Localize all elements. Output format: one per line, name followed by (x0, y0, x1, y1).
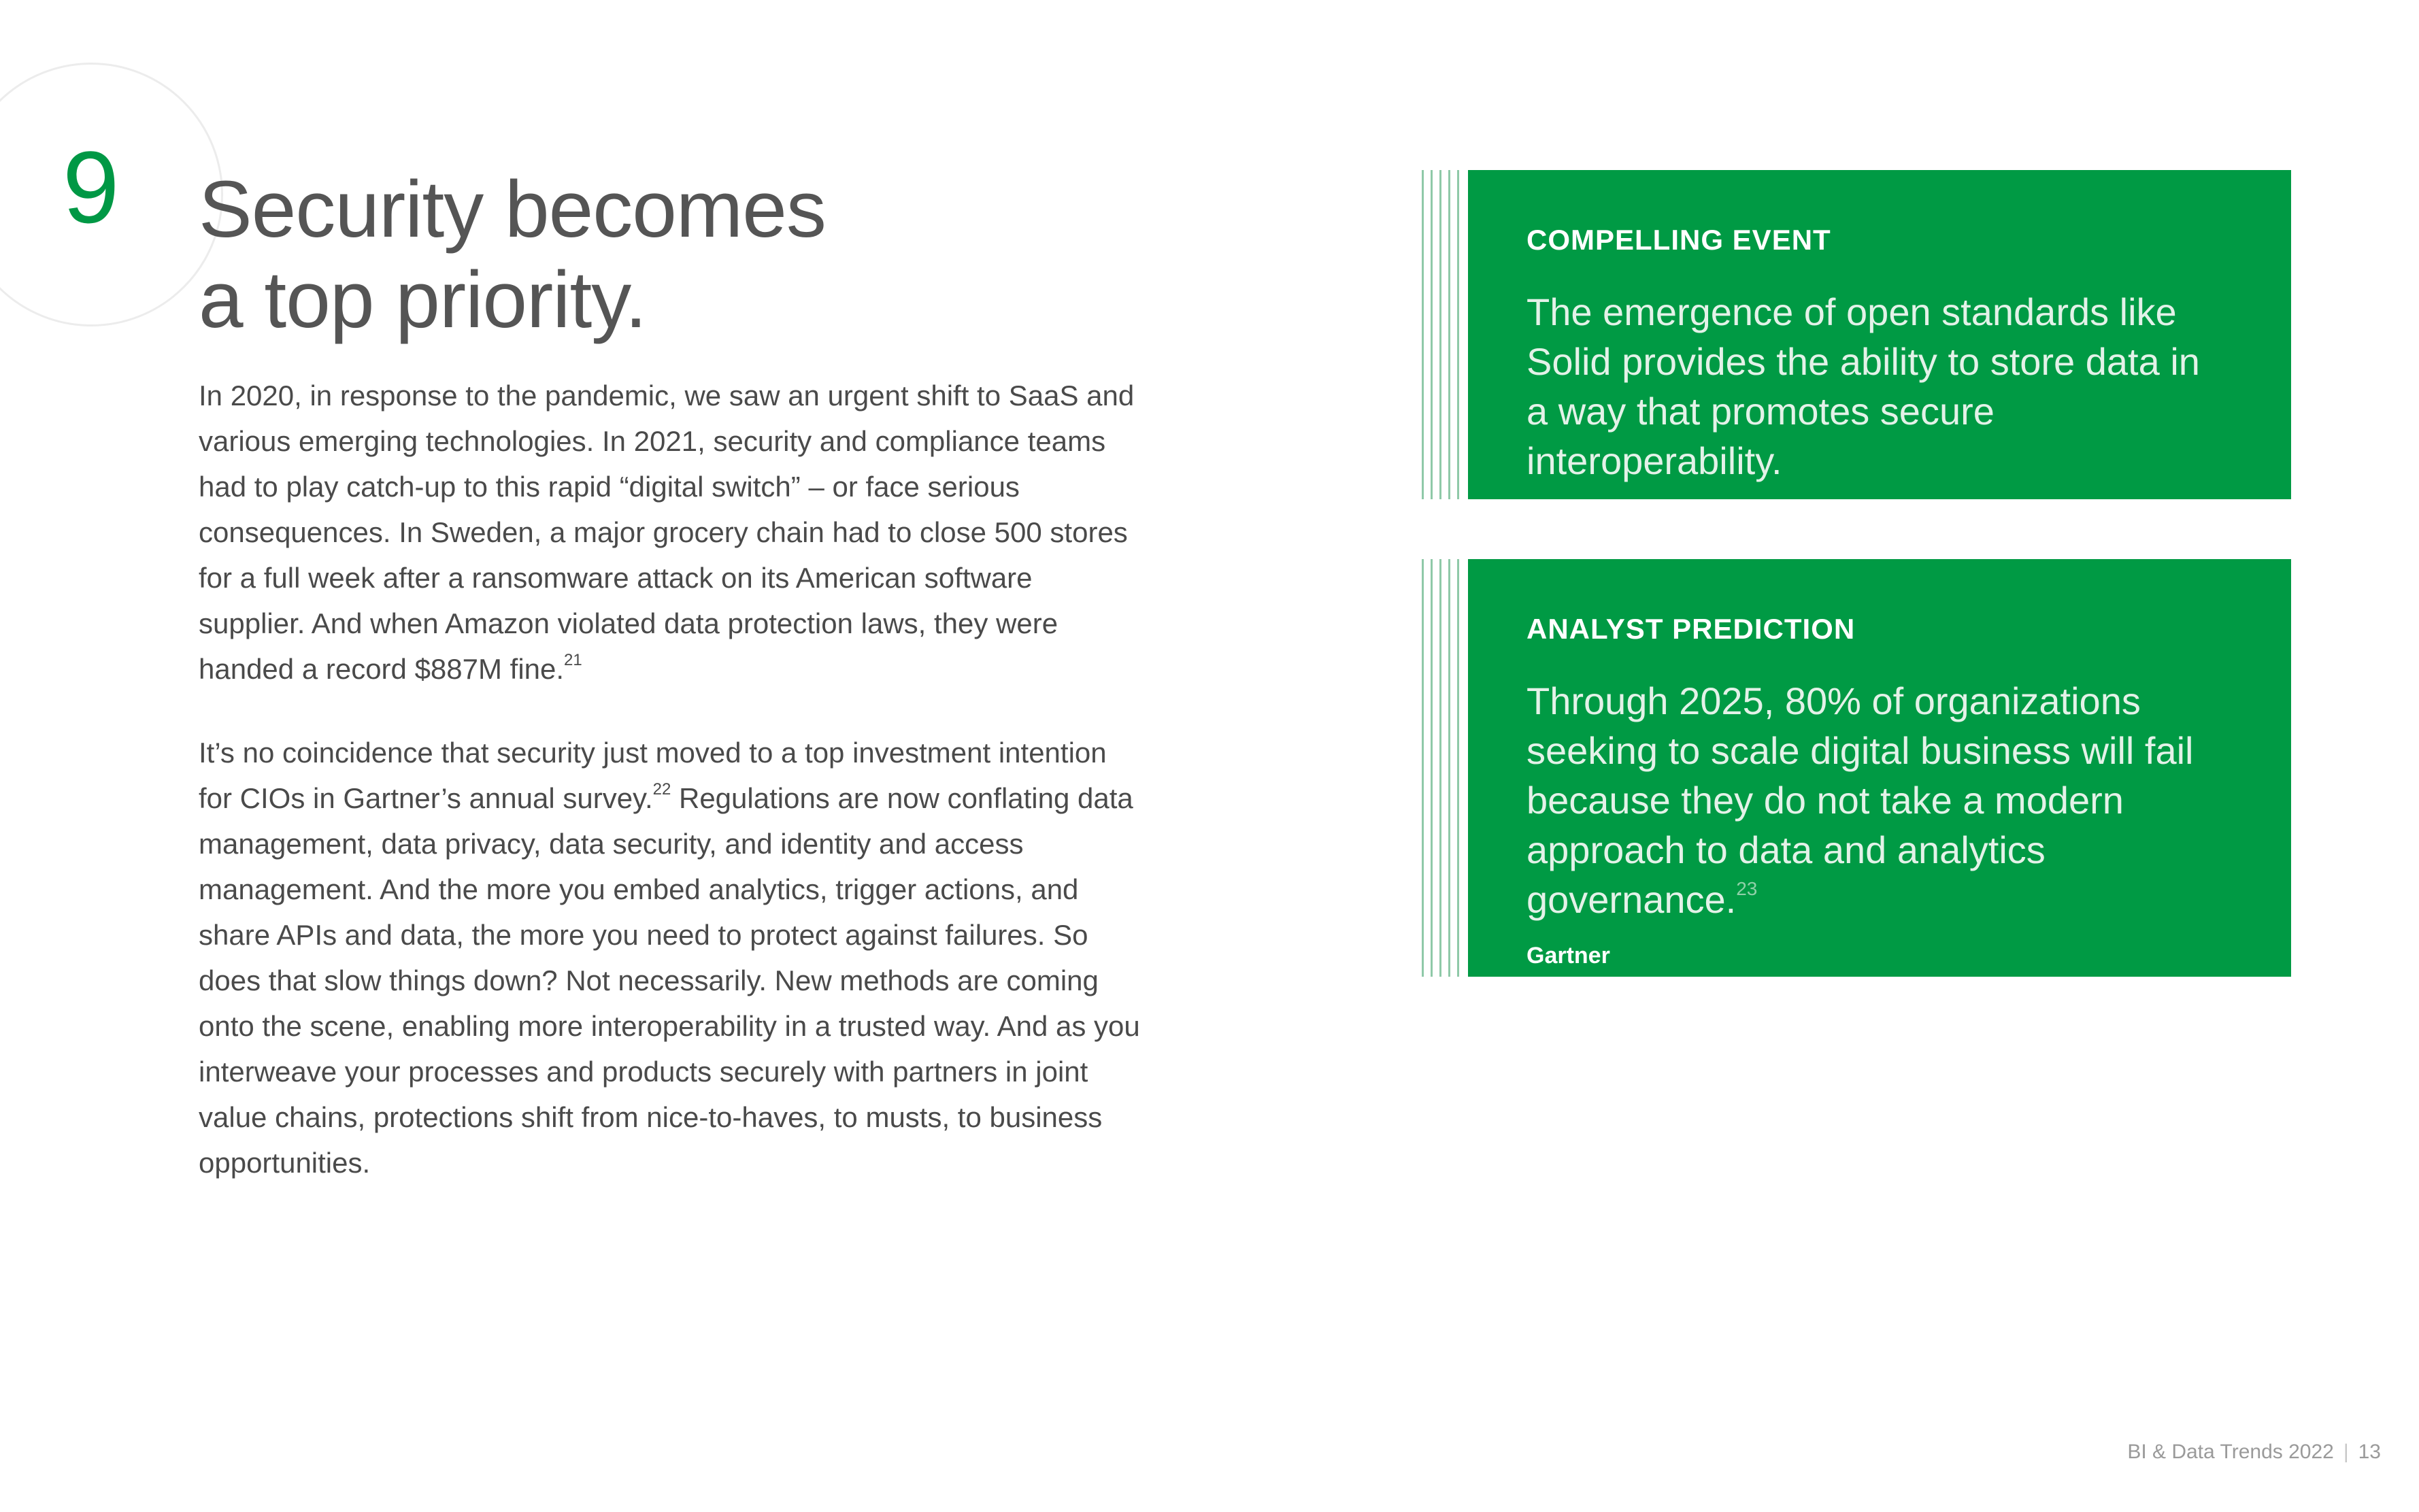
page-title-line-1: Security becomes (199, 165, 826, 254)
decorative-stripes (1422, 170, 1465, 499)
callout-box (1468, 559, 2291, 977)
paragraph-2-text-before: It’s no coincidence that security just moved to a top investment intention for CIOs in Gartner’s annual survey. (199, 737, 1107, 814)
callout-analyst-prediction (1422, 559, 2291, 977)
paragraph-1-text: In 2020, in response to the pandemic, we saw an urgent shift to SaaS and various emerging technologies. In 2021, security and compliance teams had to play catch-up to this rapid “digital switch” – or face serious consequences. In Sweden, a major grocery chain had to close 500 stores for a full week after a ransomware attack on its American software supplier. And when Amazon violated data protection laws, they were handed a record $887M fine. (199, 380, 1135, 685)
callout-quote: The emergence of open standards like Solid provides the ability to store data in a way that promotes secure interoperability. (1527, 290, 2200, 482)
body-text (199, 373, 1144, 1224)
decorative-stripes (1422, 559, 1465, 977)
body-paragraph-2 (199, 730, 1144, 1186)
callout-label: COMPELLING EVENT (1527, 224, 1831, 256)
page-title-line-2: a top priority. (199, 255, 647, 345)
callout-source: Gartner (1527, 943, 1610, 969)
callout-box (1468, 170, 2291, 499)
footnote-ref-21: 21 (564, 651, 582, 669)
callout-quote-text: Through 2025, 80% of organizations seeking to scale digital business will fail because they do not take a modern approach to data and analytics governance. (1527, 679, 2194, 921)
footnote-ref-22: 22 (652, 780, 671, 799)
page-number: 13 (2358, 1441, 2381, 1463)
callout-compelling-event (1422, 170, 2291, 499)
footer-separator: | (2343, 1441, 2349, 1463)
page-footer (2127, 1440, 2381, 1464)
body-paragraph-1 (199, 373, 1144, 692)
footnote-ref-23: 23 (1736, 878, 1758, 899)
callout-label: ANALYST PREDICTION (1527, 613, 1856, 645)
page-title (199, 165, 1015, 346)
section-number: 9 (63, 130, 120, 244)
callout-quote (1527, 676, 2223, 924)
footer-publication: BI & Data Trends 2022 (2127, 1441, 2334, 1463)
paragraph-2-text-after: Regulations are now conflating data management, data privacy, data security, and identity and access management. And the more you embed analytics, trigger actions, and share APIs and data, the more you need to protect against failures. So does that slow things down? Not necessarily. New methods are coming onto the scene, enabling more interoperability in a trusted way. And as you interweave your processes and products securely with partners in joint value chains, protections shift from nice-to-haves, to musts, to business opportunities. (199, 782, 1140, 1179)
